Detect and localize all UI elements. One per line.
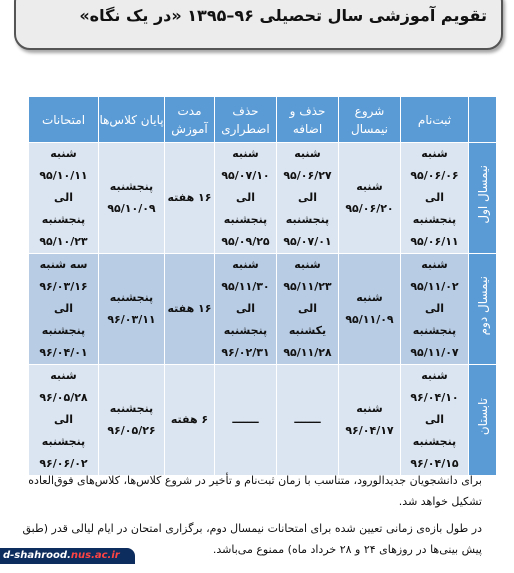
cell-registration: شنبه ۹۵/۱۱/۰۲ الی پنجشنبه ۹۵/۱۱/۰۷ [401, 254, 469, 365]
table-row [29, 143, 497, 254]
title-banner [14, 0, 503, 50]
semester-label: نیمسال دوم [469, 254, 497, 365]
semester-label: تابستان [469, 365, 497, 476]
header-registration: ثبت‌نام [401, 97, 469, 143]
cell-emergency-drop: ـــــــ [215, 365, 277, 476]
semester-label: نیمسال اول [469, 143, 497, 254]
cell-exams: شنبه ۹۶/۰۵/۲۸ الی پنجشنبه ۹۶/۰۶/۰۲ [29, 365, 99, 476]
cell-classes-end: پنجشنبه ۹۵/۱۰/۰۹ [99, 143, 165, 254]
cell-emergency-drop: شنبه ۹۵/۰۷/۱۰ الی پنجشنبه ۹۵/۰۹/۲۵ [215, 143, 277, 254]
cell-registration: شنبه ۹۵/۰۶/۰۶ الی پنجشنبه ۹۵/۰۶/۱۱ [401, 143, 469, 254]
cell-semester-start: شنبه ۹۶/۰۴/۱۷ [339, 365, 401, 476]
header-emergency-drop: حذف اضطراری [215, 97, 277, 143]
header-semester-start: شروع نیمسال [339, 97, 401, 143]
cell-add-drop: شنبه ۹۵/۱۱/۲۳ الی یکشنبه ۹۵/۱۱/۲۸ [277, 254, 339, 365]
cell-classes-end: پنجشنبه ۹۶/۰۳/۱۱ [99, 254, 165, 365]
cell-emergency-drop: شنبه ۹۵/۱۱/۳۰ الی پنجشنبه ۹۶/۰۲/۳۱ [215, 254, 277, 365]
header-classes-end: پایان کلاس‌ها [99, 97, 165, 143]
site-watermark: d-shahrood.nus.ac.ir [0, 548, 135, 564]
cell-exams: شنبه ۹۵/۱۰/۱۱ الی پنجشنبه ۹۵/۱۰/۲۳ [29, 143, 99, 254]
header-corner [469, 97, 497, 143]
header-add-drop: حذف و اضافه [277, 97, 339, 143]
cell-duration: ۶ هفته [165, 365, 215, 476]
header-duration: مدت آموزش [165, 97, 215, 143]
cell-semester-start: شنبه ۹۵/۰۶/۲۰ [339, 143, 401, 254]
cell-duration: ۱۶ هفته [165, 143, 215, 254]
cell-add-drop: ـــــــ [277, 365, 339, 476]
cell-registration: شنبه ۹۶/۰۴/۱۰ الی پنجشنبه ۹۶/۰۴/۱۵ [401, 365, 469, 476]
page-title: تقویم آموزشی سال تحصیلی ۹۶–۱۳۹۵ «در یک نگاه» [79, 6, 487, 25]
cell-classes-end: پنجشنبه ۹۶/۰۵/۲۶ [99, 365, 165, 476]
note-item: در طول بازه‌ی زمانی تعیین شده برای امتحانات نیمسال دوم، برگزاری امتحان در ایام لیالی قدر (طبق پیش بینی‌ها در روزهای ۲۴ و ۲۸ خرداد ماه) ممنوع می‌باشد. [22, 522, 482, 556]
table-header-row [29, 97, 497, 143]
cell-semester-start: شنبه ۹۵/۱۱/۰۹ [339, 254, 401, 365]
note-item: برای دانشجویان جدیدالورود، متناسب با زمان ثبت‌نام و تأخیر در شروع کلاس‌ها، کلاس‌های فوق‌العاده تشکیل خواهد شد. [28, 474, 482, 508]
table-row [29, 254, 497, 365]
cell-duration: ۱۶ هفته [165, 254, 215, 365]
header-exams: امتحانات [29, 97, 99, 143]
academic-calendar-table [28, 96, 497, 476]
table-row [29, 365, 497, 476]
cell-add-drop: شنبه ۹۵/۰۶/۲۷ الی پنجشنبه ۹۵/۰۷/۰۱ [277, 143, 339, 254]
cell-exams: سه شنبه ۹۶/۰۳/۱۶ الی پنجشنبه ۹۶/۰۴/۰۱ [29, 254, 99, 365]
